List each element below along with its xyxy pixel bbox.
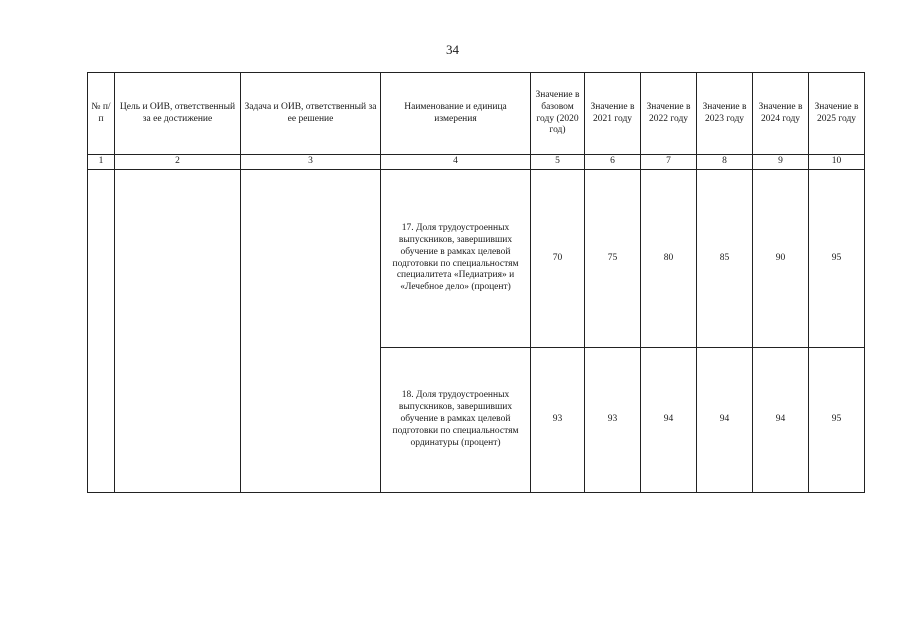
header-name: Наименование и единица измерения	[381, 73, 531, 155]
header-row	[88, 73, 865, 155]
header-base-year: Значение в базовом году (2020 год)	[531, 73, 585, 155]
value-2025: 95	[809, 170, 865, 348]
column-number: 9	[753, 155, 809, 170]
column-number: 2	[115, 155, 241, 170]
value-2021: 93	[585, 348, 641, 493]
task-cell	[241, 170, 381, 493]
header-2024: Значение в 2024 году	[753, 73, 809, 155]
value-2024: 94	[753, 348, 809, 493]
goal-cell	[115, 170, 241, 493]
value-2022: 94	[641, 348, 697, 493]
column-number: 1	[88, 155, 115, 170]
table-row	[88, 170, 865, 348]
value-base: 70	[531, 170, 585, 348]
page-number: 34	[446, 42, 459, 57]
column-number-row	[88, 155, 865, 170]
value-2025: 95	[809, 348, 865, 493]
column-number: 8	[697, 155, 753, 170]
indicator-name: 18. Доля трудоустроенных выпускников, завершивших обучение в рамках целевой подготовки по специальностям ординатуры (процент)	[381, 348, 531, 493]
indicators-table	[87, 72, 865, 493]
num-cell	[88, 170, 115, 493]
column-number: 10	[809, 155, 865, 170]
header-2021: Значение в 2021 году	[585, 73, 641, 155]
column-number: 5	[531, 155, 585, 170]
column-number: 6	[585, 155, 641, 170]
header-goal: Цель и ОИВ, ответственный за ее достижение	[115, 73, 241, 155]
column-number: 3	[241, 155, 381, 170]
header-num: № п/п	[88, 73, 115, 155]
value-2023: 94	[697, 348, 753, 493]
column-number: 7	[641, 155, 697, 170]
value-2021: 75	[585, 170, 641, 348]
indicator-name: 17. Доля трудоустроенных выпускников, завершивших обучение в рамках целевой подготовки по специальностям специалитета «Педиатрия» и «Лечебное дело» (процент)	[381, 170, 531, 348]
header-task: Задача и ОИВ, ответственный за ее решение	[241, 73, 381, 155]
header-2023: Значение в 2023 году	[697, 73, 753, 155]
header-2025: Значение в 2025 году	[809, 73, 865, 155]
value-2024: 90	[753, 170, 809, 348]
column-number: 4	[381, 155, 531, 170]
header-2022: Значение в 2022 году	[641, 73, 697, 155]
value-2022: 80	[641, 170, 697, 348]
value-base: 93	[531, 348, 585, 493]
value-2023: 85	[697, 170, 753, 348]
